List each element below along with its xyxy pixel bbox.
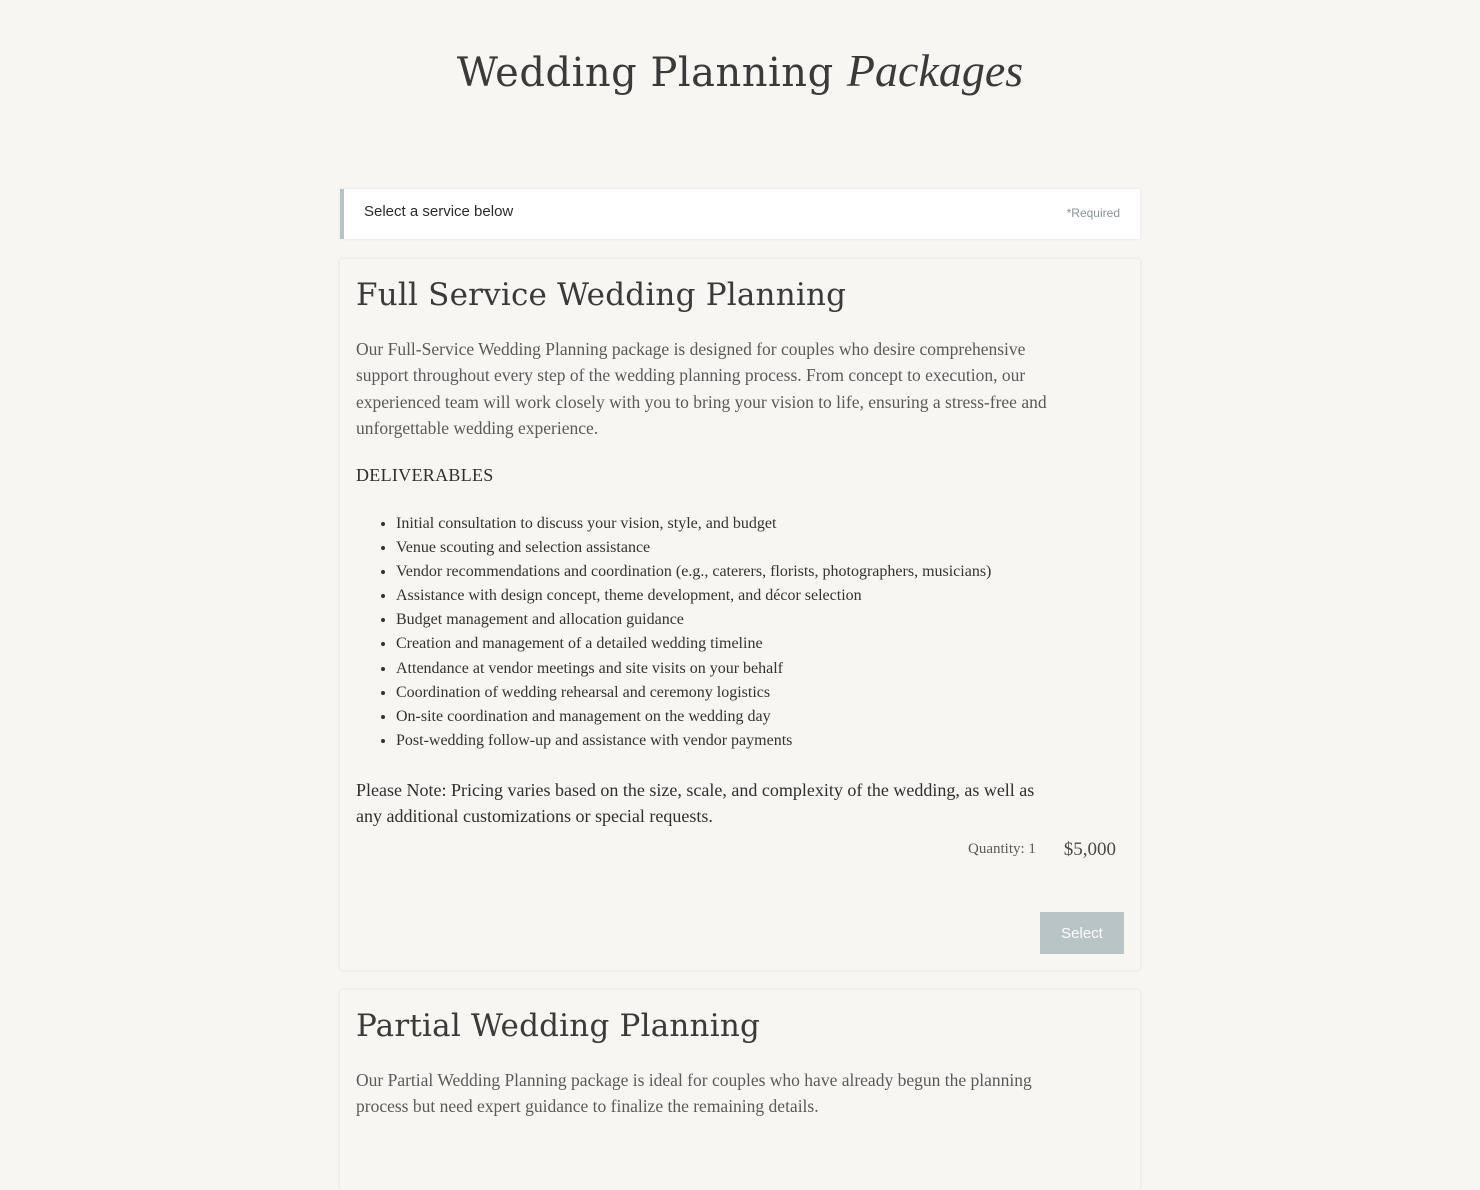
page-title-main: Wedding Planning (456, 50, 847, 96)
deliverables-heading: DELIVERABLES (356, 465, 494, 485)
select-package-button[interactable]: Select (1040, 912, 1124, 954)
package-card-partial[interactable] (340, 990, 1140, 1190)
deliverable-item: • On-site coordination and management on the wedding day (396, 705, 991, 729)
deliverable-item: • Creation and management of a detailed wedding timeline (396, 632, 991, 656)
package-card-full-service[interactable] (340, 259, 1140, 970)
quantity-label: Quantity: 1 (968, 841, 1036, 857)
deliverable-item: • Vendor recommendations and coordination (e.g., caterers, florists, photographers, musicians) (396, 560, 991, 584)
deliverables-list (356, 512, 991, 753)
service-select-label: Select a service below (364, 203, 514, 220)
package-description: Our Partial Wedding Planning package is ideal for couples who have already begun the planning process but need expert guidance to finalize the remaining details. (356, 1070, 1032, 1117)
deliverable-item: • Post-wedding follow-up and assistance with vendor payments (396, 729, 991, 753)
deliverable-item: • Coordination of wedding rehearsal and ceremony logistics (396, 681, 991, 705)
deliverable-item: • Attendance at vendor meetings and site visits on your behalf (396, 657, 991, 681)
page-title-script: Packages (846, 45, 1024, 96)
package-title: Full Service Wedding Planning (356, 277, 847, 313)
page-title (0, 44, 1480, 97)
required-indicator: *Required (1066, 206, 1120, 220)
deliverable-item: • Initial consultation to discuss your vision, style, and budget (396, 512, 991, 536)
deliverable-item: • Venue scouting and selection assistance (396, 536, 991, 560)
service-select-header (340, 189, 1140, 239)
package-price: $5,000 (1063, 839, 1116, 860)
pricing-note: Please Note: Pricing varies based on the size, scale, and complexity of the wedding, as well as any additional customizations or special requests. (356, 780, 1035, 826)
deliverable-item: • Budget management and allocation guidance (396, 608, 991, 632)
package-description: Our Full-Service Wedding Planning package is designed for couples who desire comprehensive support throughout every step of the wedding planning process. From concept to execution, our experienced team will work closely with you to bring your vision to life, ensuring a stress-free and unforgettable wedding experience. (356, 339, 1047, 438)
package-title: Partial Wedding Planning (356, 1008, 761, 1044)
deliverable-item: • Assistance with design concept, theme development, and décor selection (396, 584, 991, 608)
